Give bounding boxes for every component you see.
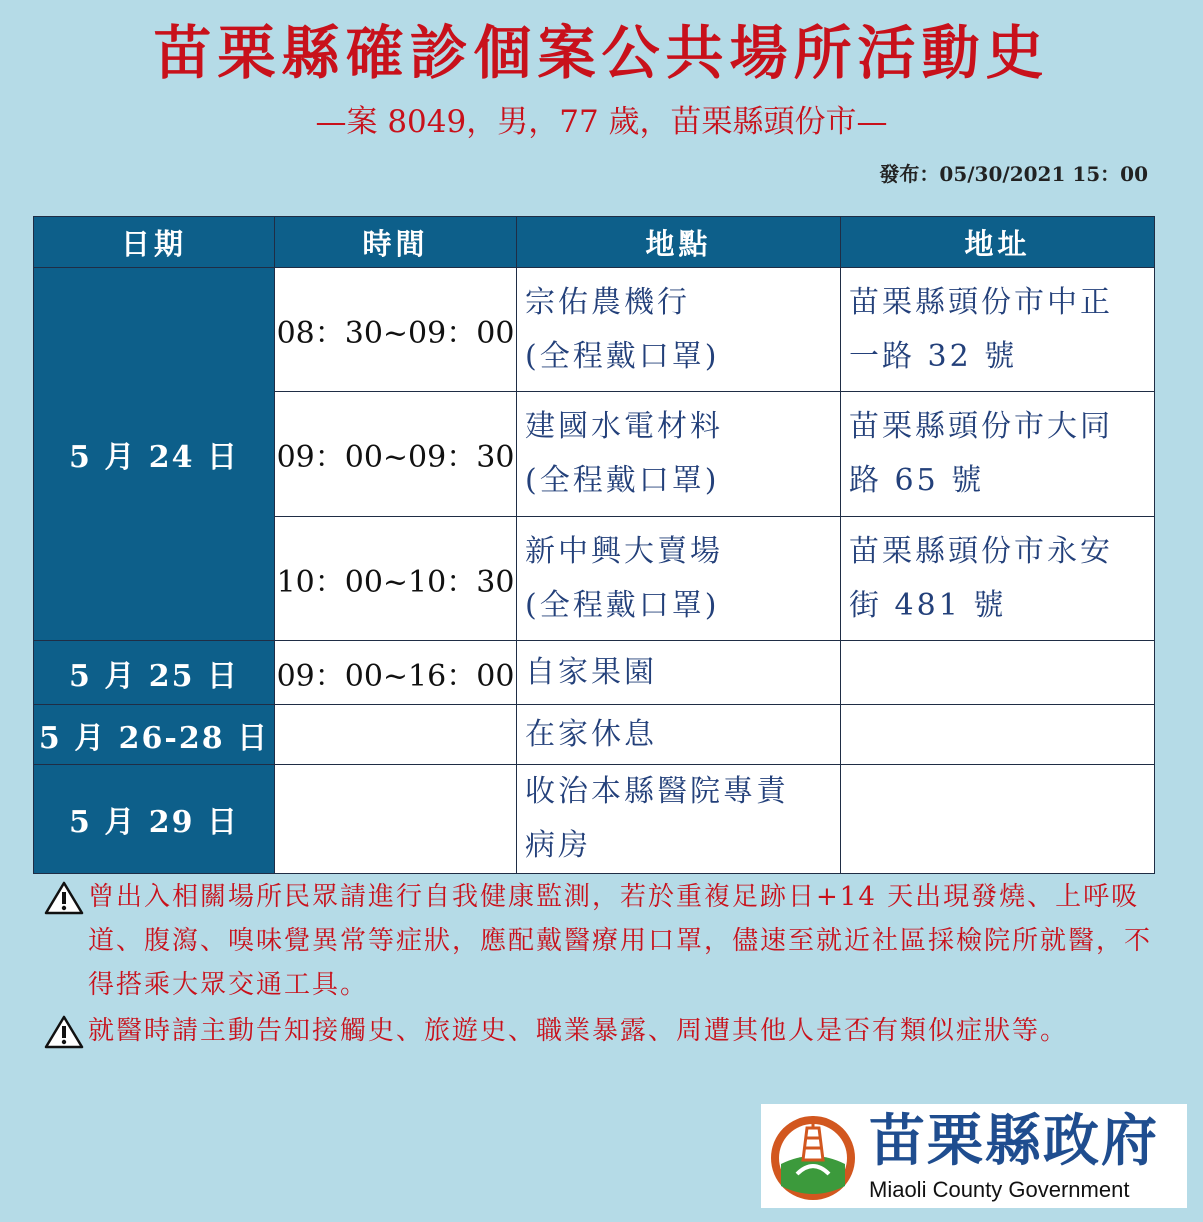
place-name: 收治本縣醫院專責 (525, 774, 789, 809)
place-note: 病房 (525, 828, 591, 863)
table-row (34, 268, 1155, 392)
address-line-1: 苗栗縣頭份市永安 (849, 533, 1113, 569)
address-cell (841, 765, 1155, 874)
date-cell: 5 月 24 日 (34, 268, 275, 641)
note-text: 曾出入相關場所民眾請進行自我健康監測，若於重複足跡日+14 天出現發燒、上呼吸道、腹瀉、嗅味覺異常等症狀，應配戴醫療用口罩，儘速至就近社區採檢院所就醫，不得搭乘大眾交通工具。 (88, 882, 1153, 1000)
time-cell (275, 765, 517, 874)
place-note: (全程戴口罩) (525, 338, 720, 374)
address-line-2: 一路 32 號 (849, 338, 1018, 374)
place-cell (517, 268, 841, 392)
date-cell: 5 月 29 日 (34, 765, 275, 874)
note-text: 就醫時請主動告知接觸史、旅遊史、職業暴露、周遭其他人是否有類似症狀等。 (88, 1016, 1069, 1046)
page-title: 苗栗縣確診個案公共場所活動史 (153, 19, 1050, 87)
table-row (34, 705, 1155, 765)
table-row (34, 641, 1155, 705)
date-cell: 5 月 26-28 日 (34, 705, 275, 765)
miaoli-logo (761, 1104, 1187, 1208)
time-cell: 08：30~09：00 (275, 268, 517, 392)
place-cell (517, 641, 841, 705)
time-cell: 09：00~09：30 (275, 392, 517, 517)
notes-section (44, 875, 1164, 1055)
place-cell (517, 517, 841, 641)
case-subtitle: —案 8049，男，77 歲，苗栗縣頭份市— (315, 104, 888, 140)
header-date: 日期 (34, 217, 275, 268)
header-address: 地址 (841, 217, 1155, 268)
place-cell (517, 765, 841, 874)
place-note: (全程戴口罩) (525, 463, 720, 498)
date-cell: 5 月 25 日 (34, 641, 275, 705)
address-cell (841, 268, 1155, 392)
place-name: 自家果園 (525, 654, 657, 690)
address-line-1: 苗栗縣頭份市大同 (849, 409, 1113, 444)
logo-name-zh: 苗栗縣政府 (869, 1108, 1159, 1174)
time-cell (275, 705, 517, 765)
place-name: 新中興大賣場 (525, 533, 723, 569)
place-note: (全程戴口罩) (525, 587, 720, 623)
place-name: 在家休息 (525, 716, 657, 752)
time-cell: 09：00~16：00 (275, 641, 517, 705)
address-cell (841, 705, 1155, 765)
activity-table (33, 216, 1155, 874)
place-name: 建國水電材料 (525, 409, 723, 444)
place-name: 宗佑農機行 (525, 284, 690, 320)
note-item (44, 1009, 1164, 1053)
published-time: 發布：05/30/2021 15：00 (879, 162, 1148, 186)
address-cell (841, 641, 1155, 705)
warning-icon (44, 1015, 84, 1049)
time-cell: 10：00~10：30 (275, 517, 517, 641)
address-cell (841, 517, 1155, 641)
address-line-1: 苗栗縣頭份市中正 (849, 284, 1113, 320)
address-line-2: 街 481 號 (849, 587, 1007, 623)
header-time: 時間 (275, 217, 517, 268)
table-header-row (34, 217, 1155, 268)
miaoli-emblem-icon (767, 1108, 859, 1204)
logo-name-en: Miaoli County Government (869, 1177, 1130, 1202)
address-cell (841, 392, 1155, 517)
header-place: 地點 (517, 217, 841, 268)
place-cell (517, 705, 841, 765)
address-line-2: 路 65 號 (849, 463, 985, 498)
place-cell (517, 392, 841, 517)
note-item (44, 875, 1164, 1007)
warning-icon (44, 881, 84, 915)
table-row (34, 765, 1155, 874)
